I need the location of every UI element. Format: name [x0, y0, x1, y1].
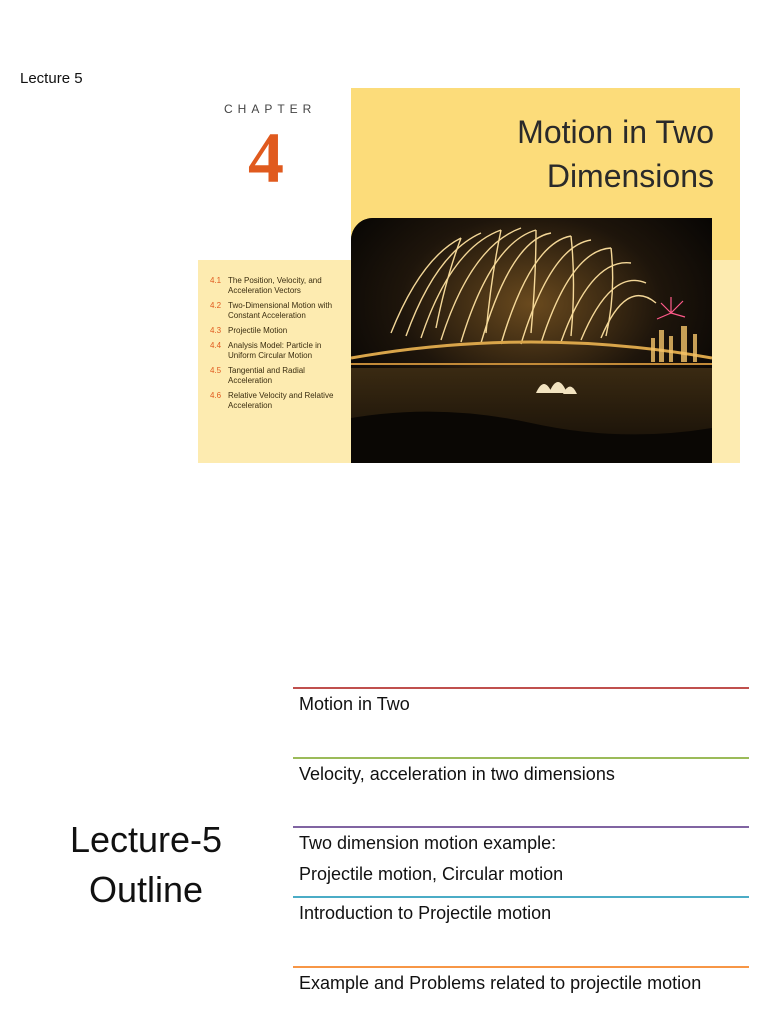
fireworks-photo [351, 218, 712, 463]
contents-item-number: 4.1 [210, 276, 222, 285]
contents-item [210, 366, 347, 386]
contents-item-text: Projectile Motion [228, 326, 288, 335]
outline-title [30, 815, 262, 915]
contents-item [210, 326, 347, 336]
outline-item-text: Velocity, acceleration in two dimensions [299, 764, 615, 784]
contents-item-text: Tangential and Radial Acceleration [228, 366, 305, 385]
contents-item [210, 391, 347, 411]
contents-item-number: 4.6 [210, 391, 222, 400]
chapter-title [517, 110, 714, 198]
outline-item [293, 687, 749, 720]
contents-item-text: Analysis Model: Particle in Uniform Circular Motion [228, 341, 322, 360]
contents-item-text: The Position, Velocity, and Acceleration Vectors [228, 276, 322, 295]
contents-item-number: 4.2 [210, 301, 222, 310]
outline-item [293, 966, 749, 999]
outline-title-line-2: Outline [88, 869, 204, 910]
outline-item-text: Introduction to Projectile motion [299, 903, 552, 923]
outline-item-text-line-2: Projectile motion, Circular motion [299, 864, 564, 884]
outline-title-line-1: Lecture-5 [69, 819, 223, 860]
contents-item-number: 4.3 [210, 326, 222, 335]
outline-item-text: Example and Problems related to projectile motion [299, 973, 702, 993]
contents-item-text: Two-Dimensional Motion with Constant Acceleration [228, 301, 333, 320]
chapter-number: 4 [248, 118, 284, 198]
contents-item [210, 301, 347, 321]
fireworks-photo-drawing [351, 218, 712, 463]
chapter-title-line-1: Motion in Two [517, 114, 714, 150]
lecture-label: Lecture 5 [20, 70, 83, 87]
outline-item [293, 757, 749, 790]
contents-item [210, 276, 347, 296]
chapter-heading-area [198, 88, 351, 260]
outline-item [293, 896, 749, 929]
contents-item-number: 4.4 [210, 341, 222, 350]
chapter-contents-panel [198, 260, 351, 463]
contents-item [210, 341, 347, 361]
contents-item-number: 4.5 [210, 366, 222, 375]
chapter-title-line-2: Dimensions [546, 158, 714, 194]
chapter-label: CHAPTER [224, 102, 317, 116]
chapter-opener-figure [198, 88, 740, 463]
outline-item-text: Two dimension motion example: [299, 833, 557, 853]
contents-item-text: Relative Velocity and Relative Acceleration [228, 391, 334, 410]
outline-item [293, 826, 749, 890]
outline-item-text: Motion in Two [299, 694, 410, 714]
side-strip [712, 260, 740, 463]
chapter-contents-list [210, 276, 347, 416]
